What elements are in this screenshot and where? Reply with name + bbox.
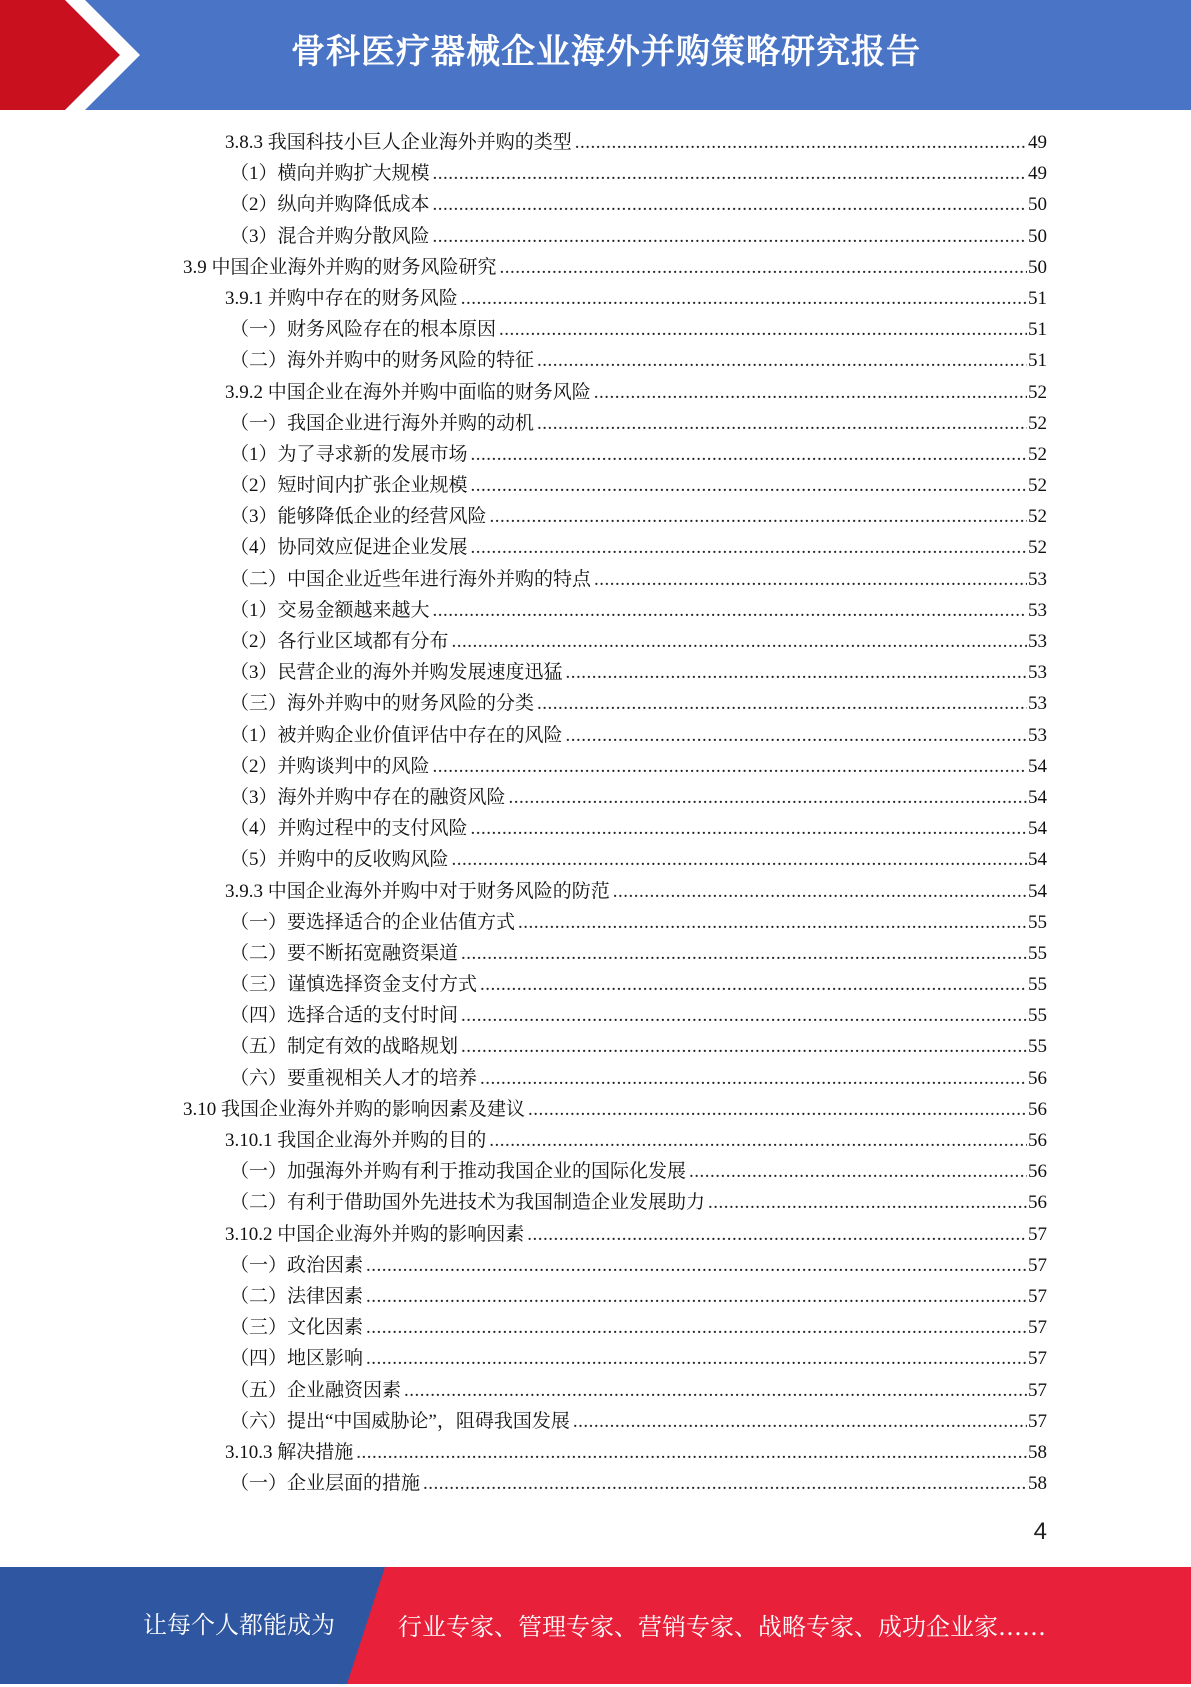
toc-dot-leader (594, 377, 1027, 408)
toc-entry-page: 53 (1028, 662, 1047, 684)
toc-entry-title: （二）法律因素 (230, 1285, 364, 1307)
toc-dot-leader (689, 1156, 1027, 1187)
toc-entry[interactable] (0, 564, 1191, 595)
toc-dot-leader (461, 1000, 1027, 1031)
toc-entry-page: 53 (1028, 599, 1047, 621)
toc-entry-page: 50 (1028, 225, 1047, 247)
toc-entry-title: （3）能够降低企业的经营风险 (230, 506, 487, 528)
toc-entry-title: （二）要不断拓宽融资渠道 (230, 942, 459, 964)
page-number: 4 (1033, 1518, 1047, 1545)
toc-dot-leader (433, 595, 1027, 626)
toc-entry-title: （五）制定有效的战略规划 (230, 1036, 459, 1058)
toc-dot-leader (499, 314, 1027, 345)
report-header-banner (0, 0, 1191, 110)
toc-dot-leader (433, 158, 1027, 189)
toc-dot-leader (509, 782, 1027, 813)
toc-entry-page: 54 (1028, 755, 1047, 777)
toc-entry[interactable] (0, 1343, 1191, 1374)
toc-entry-page: 53 (1028, 693, 1047, 715)
toc-entry[interactable] (0, 1000, 1191, 1031)
toc-dot-leader (471, 532, 1027, 563)
toc-dot-leader (480, 969, 1027, 1000)
toc-entry-page: 54 (1028, 786, 1047, 808)
toc-dot-leader (471, 813, 1027, 844)
toc-entry[interactable] (0, 844, 1191, 875)
toc-entry-title: （4）并购过程中的支付风险 (230, 818, 468, 840)
toc-dot-leader (575, 127, 1027, 158)
toc-entry-title: （二）中国企业近些年进行海外并购的特点 (230, 568, 592, 590)
toc-entry-page: 51 (1028, 350, 1047, 372)
toc-dot-leader (566, 720, 1027, 751)
toc-entry[interactable] (0, 532, 1191, 563)
toc-dot-leader (366, 1281, 1027, 1312)
toc-dot-leader (433, 189, 1027, 220)
toc-entry-title: （六）提出“中国威胁论”，阻碍我国发展 (230, 1410, 570, 1432)
toc-entry-title: 3.9.1 并购中存在的财务风险 (225, 287, 458, 309)
toc-entry[interactable] (0, 595, 1191, 626)
toc-entry[interactable] (0, 876, 1191, 907)
table-of-contents (0, 127, 1191, 1499)
toc-entry-page: 57 (1028, 1348, 1047, 1370)
toc-entry-page: 57 (1028, 1410, 1047, 1432)
toc-dot-leader (500, 252, 1027, 283)
toc-entry[interactable] (0, 1312, 1191, 1343)
toc-entry-page: 57 (1028, 1285, 1047, 1307)
toc-dot-leader (480, 1063, 1027, 1094)
toc-entry-page: 55 (1028, 1036, 1047, 1058)
toc-dot-leader (471, 439, 1027, 470)
toc-entry-page: 56 (1028, 1192, 1047, 1214)
toc-entry[interactable] (0, 314, 1191, 345)
toc-dot-leader (537, 408, 1027, 439)
toc-dot-leader (356, 1437, 1027, 1468)
toc-entry-page: 50 (1028, 194, 1047, 216)
toc-entry-page: 55 (1028, 911, 1047, 933)
toc-entry-page: 53 (1028, 568, 1047, 590)
toc-entry-title: （二）有利于借助国外先进技术为我国制造企业发展助力 (230, 1192, 706, 1214)
toc-entry-title: 3.10.1 我国企业海外并购的目的 (225, 1130, 487, 1151)
toc-entry-title: （2）短时间内扩张企业规模 (230, 475, 468, 497)
toc-entry-title: （四）选择合适的支付时间 (230, 1005, 459, 1027)
toc-entry-title: （2）纵向并购降低成本 (230, 194, 430, 216)
toc-dot-leader (566, 657, 1027, 688)
toc-dot-leader (708, 1187, 1027, 1218)
toc-entry-page: 57 (1028, 1317, 1047, 1339)
toc-entry[interactable] (0, 907, 1191, 938)
toc-dot-leader (404, 1375, 1027, 1406)
toc-entry-title: （一）加强海外并购有利于推动我国企业的国际化发展 (230, 1161, 687, 1183)
toc-entry-title: （一）要选择适合的企业估值方式 (230, 911, 516, 933)
toc-entry-page: 54 (1028, 880, 1047, 902)
toc-entry[interactable] (0, 751, 1191, 782)
toc-entry-title: （1）横向并购扩大规模 (230, 163, 430, 185)
toc-dot-leader (489, 1125, 1027, 1156)
toc-entry[interactable] (0, 969, 1191, 1000)
toc-dot-leader (537, 688, 1027, 719)
report-title: 骨科医疗器械企业海外并购策略研究报告 (291, 32, 921, 72)
toc-entry-title: （3）海外并购中存在的融资风险 (230, 786, 506, 808)
toc-dot-leader (527, 1219, 1027, 1250)
toc-entry-title: （四）地区影响 (230, 1348, 364, 1370)
toc-entry[interactable] (0, 501, 1191, 532)
toc-entry-title: （2）并购谈判中的风险 (230, 755, 430, 777)
toc-dot-leader (366, 1343, 1027, 1374)
toc-entry-title: （一）政治因素 (230, 1254, 364, 1276)
toc-entry[interactable] (0, 1375, 1191, 1406)
toc-entry-page: 53 (1028, 724, 1047, 746)
toc-entry-title: （一）财务风险存在的根本原因 (230, 319, 497, 341)
toc-entry-page: 55 (1028, 974, 1047, 996)
toc-entry-page: 56 (1028, 1098, 1047, 1120)
toc-dot-leader (518, 907, 1027, 938)
toc-entry-title: （六）要重视相关人才的培养 (230, 1067, 478, 1089)
toc-entry[interactable] (0, 720, 1191, 751)
toc-dot-leader (461, 938, 1027, 969)
toc-entry[interactable] (0, 688, 1191, 719)
toc-dot-leader (573, 1406, 1027, 1437)
toc-entry[interactable] (0, 377, 1191, 408)
toc-entry[interactable] (0, 626, 1191, 657)
toc-entry-title: （5）并购中的反收购风险 (230, 849, 449, 871)
toc-entry[interactable] (0, 1250, 1191, 1281)
toc-entry[interactable] (0, 782, 1191, 813)
toc-dot-leader (471, 470, 1027, 501)
toc-dot-leader (433, 221, 1027, 252)
toc-entry-page: 52 (1028, 537, 1047, 559)
toc-entry-page: 53 (1028, 631, 1047, 652)
toc-entry-page: 49 (1028, 163, 1047, 185)
toc-entry[interactable] (0, 1125, 1191, 1156)
toc-entry[interactable] (0, 1281, 1191, 1312)
toc-entry[interactable] (0, 127, 1191, 158)
toc-entry-page: 54 (1028, 849, 1047, 871)
toc-entry-page: 52 (1028, 506, 1047, 528)
toc-entry-page: 51 (1028, 287, 1047, 309)
toc-entry[interactable] (0, 470, 1191, 501)
toc-entry[interactable] (0, 1094, 1191, 1125)
toc-dot-leader (433, 751, 1027, 782)
toc-dot-leader (423, 1468, 1027, 1499)
toc-entry[interactable] (0, 1219, 1191, 1250)
toc-dot-leader (366, 1312, 1027, 1343)
toc-entry-page: 58 (1028, 1473, 1047, 1495)
toc-entry[interactable] (0, 189, 1191, 220)
toc-entry-title: 3.9.3 中国企业海外并购中对于财务风险的防范 (225, 880, 610, 902)
toc-entry[interactable] (0, 1063, 1191, 1094)
toc-dot-leader (452, 844, 1027, 875)
toc-entry[interactable] (0, 1156, 1191, 1187)
toc-entry-page: 50 (1028, 256, 1047, 278)
toc-entry[interactable] (0, 252, 1191, 283)
toc-entry[interactable] (0, 1468, 1191, 1499)
toc-entry-page: 52 (1028, 443, 1047, 465)
toc-entry-title: （五）企业融资因素 (230, 1379, 402, 1401)
toc-entry-page: 52 (1028, 475, 1047, 497)
toc-entry-page: 57 (1028, 1379, 1047, 1401)
toc-entry[interactable] (0, 1031, 1191, 1062)
toc-dot-leader (490, 501, 1027, 532)
toc-entry[interactable] (0, 221, 1191, 252)
toc-entry-title: （1）为了寻求新的发展市场 (230, 443, 468, 465)
toc-entry-title: （二）海外并购中的财务风险的特征 (230, 350, 535, 372)
toc-dot-leader (461, 283, 1027, 314)
toc-entry-page: 57 (1028, 1223, 1047, 1245)
toc-entry-title: 3.10.2 中国企业海外并购的影响因素 (225, 1223, 525, 1245)
toc-entry-title: （3）混合并购分散风险 (230, 225, 430, 247)
toc-entry-title: （2）各行业区域都有分布 (230, 631, 449, 652)
footer-slogan: 让每个人都能成为 (143, 1611, 335, 1639)
toc-entry[interactable] (0, 1437, 1191, 1468)
toc-dot-leader (461, 1031, 1027, 1062)
footer-banner (0, 1567, 1191, 1684)
toc-entry-page: 52 (1028, 381, 1047, 403)
toc-dot-leader (613, 876, 1027, 907)
toc-entry[interactable] (0, 439, 1191, 470)
toc-dot-leader (537, 345, 1027, 376)
toc-entry[interactable] (0, 408, 1191, 439)
toc-entry[interactable] (0, 345, 1191, 376)
toc-entry-page: 51 (1028, 319, 1047, 341)
toc-entry-title: （3）民营企业的海外并购发展速度迅猛 (230, 662, 563, 684)
toc-entry-title: （1）交易金额越来越大 (230, 599, 430, 621)
toc-entry-title: 3.9 中国企业海外并购的财务风险研究 (183, 256, 497, 278)
toc-entry[interactable] (0, 657, 1191, 688)
toc-entry[interactable] (0, 813, 1191, 844)
toc-entry-page: 54 (1028, 818, 1047, 840)
toc-entry-title: （三）谨慎选择资金支付方式 (230, 974, 478, 996)
toc-entry-page: 55 (1028, 942, 1047, 964)
toc-entry-page: 57 (1028, 1254, 1047, 1276)
toc-entry-page: 56 (1028, 1161, 1047, 1183)
toc-entry-title: （4）协同效应促进企业发展 (230, 537, 468, 559)
toc-entry-page: 49 (1028, 132, 1047, 153)
toc-entry-title: （一）企业层面的措施 (230, 1473, 421, 1495)
toc-entry-page: 55 (1028, 1005, 1047, 1027)
toc-entry-title: （三）文化因素 (230, 1317, 364, 1339)
toc-entry-page: 56 (1028, 1130, 1047, 1151)
toc-entry-page: 56 (1028, 1067, 1047, 1089)
toc-entry-title: 3.9.2 中国企业在海外并购中面临的财务风险 (225, 381, 591, 403)
footer-roles: 行业专家、管理专家、营销专家、战略专家、成功企业家…… (398, 1613, 1046, 1641)
toc-dot-leader (528, 1094, 1027, 1125)
toc-entry[interactable] (0, 1187, 1191, 1218)
toc-entry[interactable] (0, 1406, 1191, 1437)
toc-dot-leader (366, 1250, 1027, 1281)
toc-entry[interactable] (0, 283, 1191, 314)
toc-dot-leader (594, 564, 1027, 595)
toc-entry-page: 52 (1028, 412, 1047, 434)
toc-entry-title: （三）海外并购中的财务风险的分类 (230, 693, 535, 715)
toc-entry-title: （一）我国企业进行海外并购的动机 (230, 412, 535, 434)
toc-entry-title: 3.10.3 解决措施 (225, 1441, 354, 1463)
toc-entry[interactable] (0, 938, 1191, 969)
toc-entry-title: （1）被并购企业价值评估中存在的风险 (230, 724, 563, 746)
toc-entry-page: 58 (1028, 1441, 1047, 1463)
toc-entry[interactable] (0, 158, 1191, 189)
toc-dot-leader (452, 626, 1027, 657)
toc-entry-title: 3.8.3 我国科技小巨人企业海外并购的类型 (225, 132, 572, 153)
toc-entry-title: 3.10 我国企业海外并购的影响因素及建议 (183, 1098, 526, 1120)
